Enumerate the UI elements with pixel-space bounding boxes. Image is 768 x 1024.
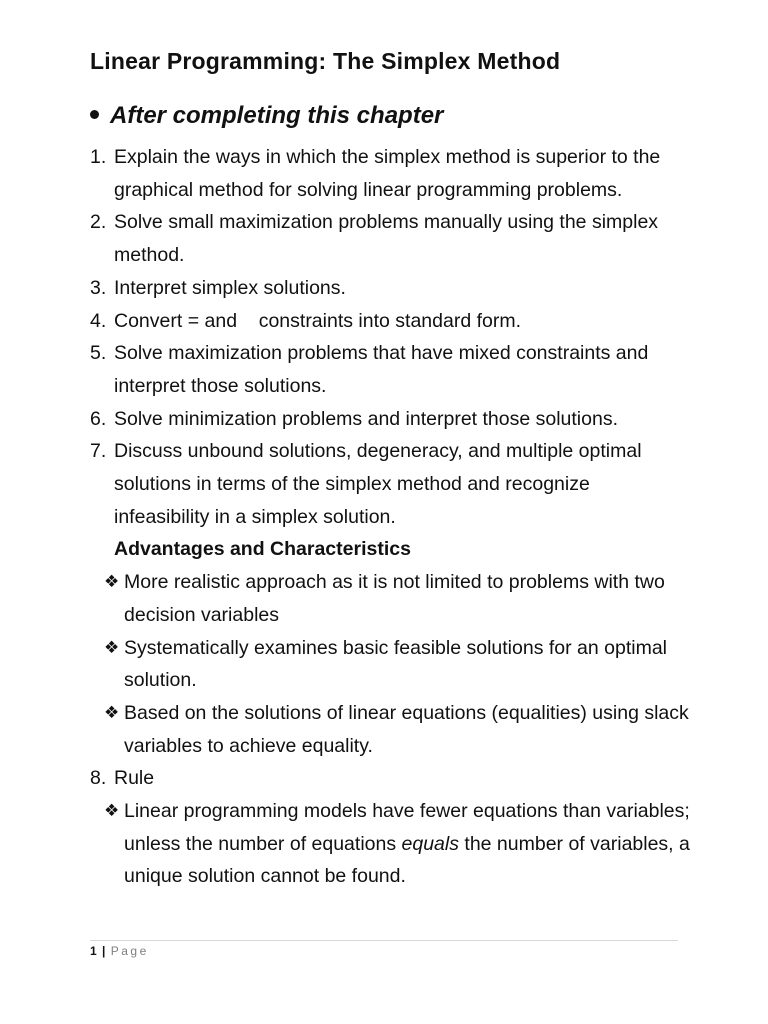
chapter-subheading (90, 102, 443, 130)
objective-item (90, 272, 690, 305)
rule-label: Rule (114, 767, 155, 790)
advantage-item (90, 566, 690, 631)
diamond-bullet-icon: ❖ (104, 801, 120, 821)
objective-text: Solve small maximization problems manually using the simplex method. (114, 211, 659, 267)
page-label: Page (110, 944, 149, 958)
advantage-text: More realistic approach as it is not limited to problems with two decision variables (124, 571, 665, 626)
objective-text: Convert = and constraints into standard form. (114, 309, 521, 332)
objective-number: 1. (90, 146, 107, 168)
objective-text: Solve minimization problems and interpret those solutions. (114, 407, 619, 430)
objective-text: Discuss unbound solutions, degeneracy, and multiple optimal solutions in terms of the simplex method and recognize infeasibility in a simplex solution. (114, 440, 642, 528)
objective-number: 7. (90, 440, 107, 463)
footer-divider (90, 940, 678, 941)
diamond-bullet-icon: ❖ (104, 637, 120, 657)
advantage-text: Systematically examines basic feasible solutions for an optimal solution. (124, 636, 668, 692)
objective-number: 5. (90, 342, 107, 365)
document-body (90, 141, 690, 893)
page-number: 1 (90, 944, 97, 958)
objective-item (90, 141, 690, 206)
objective-item (90, 337, 690, 402)
advantage-text: Based on the solutions of linear equations (equalities) using slack variables to achieve equality. (124, 701, 689, 757)
footer-separator: | (102, 944, 106, 958)
objective-number: 3. (90, 276, 107, 299)
rule-bullet (90, 795, 690, 893)
rule-text-before: Linear programming models have fewer equations than variables; unless the number of equations (124, 800, 690, 855)
advantage-item (90, 697, 690, 762)
objective-text: Solve maximization problems that have mixed constraints and interpret those solutions. (114, 342, 649, 397)
advantages-heading: Advantages and Characteristics (114, 538, 411, 561)
objective-text: Interpret simplex solutions. (114, 276, 346, 299)
rule-text-emphasis: equals (401, 832, 459, 855)
objective-number: 2. (90, 211, 107, 234)
subheading-text: After completing this chapter (110, 102, 444, 129)
advantage-item (90, 632, 690, 697)
page-footer (90, 944, 149, 958)
objective-text: Explain the ways in which the simplex method is superior to the graphical method for solving linear programming problems. (114, 146, 661, 201)
rule-item (90, 762, 690, 795)
objective-number: 6. (90, 407, 107, 430)
bullet-icon (90, 110, 99, 119)
rule-text-after: the number of variables, a unique solution cannot be found. (124, 832, 690, 888)
document-title: Linear Programming: The Simplex Method (90, 48, 561, 74)
objective-item (90, 305, 690, 338)
objective-item (90, 435, 690, 533)
diamond-bullet-icon: ❖ (104, 702, 120, 722)
rule-number: 8. (90, 767, 107, 790)
objective-number: 4. (90, 309, 107, 332)
diamond-bullet-icon: ❖ (104, 572, 120, 592)
objective-item (90, 206, 690, 271)
objective-item (90, 403, 690, 436)
